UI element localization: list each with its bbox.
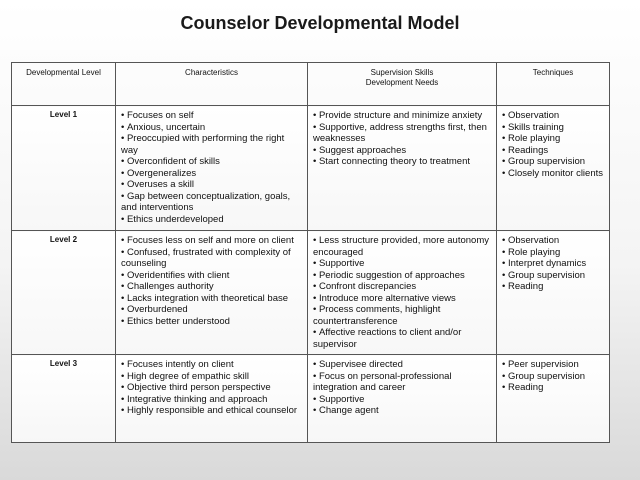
list-item: • Supportive [313,394,491,406]
list-item: • Ethics better understood [121,316,302,328]
list-item: • Periodic suggestion of approaches [313,270,491,282]
list-item: • Preoccupied with performing the right way [121,133,302,156]
level-label: Level 1 [12,106,116,231]
list-item: • Focuses less on self and more on client [121,235,302,247]
header-supervision-skills [308,63,497,106]
list-item: • Skills training [502,122,604,134]
list-item: • Focus on personal-professional integration and career [313,371,491,394]
techniques-cell [497,231,610,355]
list-item: • Confused, frustrated with complexity of counseling [121,247,302,270]
list-item: • Less structure provided, more autonomy encouraged [313,235,491,258]
supervision-cell [308,355,497,443]
characteristics-list [121,359,302,417]
list-item: • Anxious, uncertain [121,122,302,134]
list-item: • Overidentifies with client [121,270,302,282]
list-item: • Group supervision [502,270,604,282]
header-characteristics: Characteristics [116,63,308,106]
techniques-cell [497,355,610,443]
list-item: • Affective reactions to client and/or supervisor [313,327,491,350]
header-techniques: Techniques [497,63,610,106]
table-row-level-2 [12,231,610,355]
table-row-level-1 [12,106,610,231]
list-item: • Integrative thinking and approach [121,394,302,406]
list-item: • Group supervision [502,371,604,383]
level-label: Level 2 [12,231,116,355]
supervision-list [313,359,491,417]
list-item: • Objective third person perspective [121,382,302,394]
list-item: • Readings [502,145,604,157]
list-item: • Peer supervision [502,359,604,371]
header-supervision-skills-line1: Supervision Skills [370,68,434,77]
list-item: • Overuses a skill [121,179,302,191]
characteristics-cell [116,355,308,443]
list-item: • Introduce more alternative views [313,293,491,305]
list-item: • Supportive [313,258,491,270]
techniques-cell [497,106,610,231]
characteristics-list [121,235,302,327]
developmental-model-table [11,62,610,443]
slide-title: Counselor Developmental Model [180,13,460,33]
list-item: • Start connecting theory to treatment [313,156,491,168]
header-developmental-level: Developmental Level [12,63,116,106]
list-item: • Observation [502,110,604,122]
list-item: • Overburdened [121,304,302,316]
list-item: • Reading [502,382,604,394]
list-item: • Lacks integration with theoretical base [121,293,302,305]
list-item: • Ethics underdeveloped [121,214,302,226]
level-label: Level 3 [12,355,116,443]
list-item: • Confront discrepancies [313,281,491,293]
list-item: • High degree of empathic skill [121,371,302,383]
table-header-row [12,63,610,106]
list-item: • Overconfident of skills [121,156,302,168]
supervision-list [313,235,491,350]
techniques-list [502,235,604,293]
list-item: • Change agent [313,405,491,417]
characteristics-cell [116,231,308,355]
list-item: • Interpret dynamics [502,258,604,270]
list-item: • Gap between conceptualization, goals, and interventions [121,191,302,214]
list-item: • Focuses intently on client [121,359,302,371]
supervision-cell [308,231,497,355]
list-item: • Highly responsible and ethical counselor [121,405,302,417]
list-item: • Challenges authority [121,281,302,293]
list-item: • Supervisee directed [313,359,491,371]
list-item: • Overgeneralizes [121,168,302,180]
characteristics-cell [116,106,308,231]
header-development-needs-line2: Development Needs [365,78,439,87]
list-item: • Reading [502,281,604,293]
supervision-list [313,110,491,168]
list-item: • Role playing [502,247,604,259]
list-item: • Suggest approaches [313,145,491,157]
techniques-list [502,359,604,394]
list-item: • Process comments, highlight countertransference [313,304,491,327]
supervision-cell [308,106,497,231]
list-item: • Observation [502,235,604,247]
techniques-list [502,110,604,179]
list-item: • Provide structure and minimize anxiety [313,110,491,122]
list-item: • Group supervision [502,156,604,168]
table-row-level-3 [12,355,610,443]
list-item: • Focuses on self [121,110,302,122]
list-item: • Role playing [502,133,604,145]
characteristics-list [121,110,302,225]
list-item: • Supportive, address strengths first, then weaknesses [313,122,491,145]
list-item: • Closely monitor clients [502,168,604,180]
